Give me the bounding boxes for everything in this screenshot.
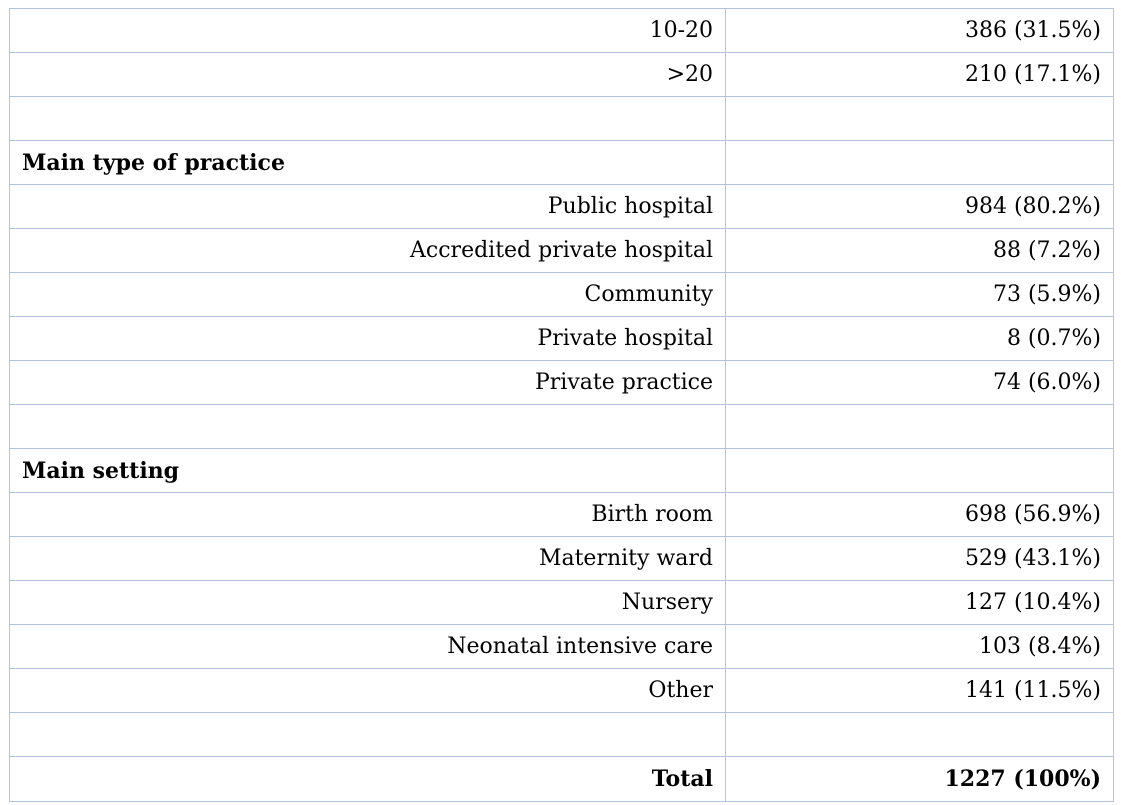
section-header-row bbox=[10, 141, 1114, 185]
table-row bbox=[10, 9, 1114, 53]
row-value bbox=[726, 405, 1114, 449]
row-label: Private practice bbox=[10, 361, 726, 405]
row-value bbox=[726, 141, 1114, 185]
spacer-row bbox=[10, 713, 1114, 757]
spacer-row bbox=[10, 405, 1114, 449]
total-row bbox=[10, 757, 1114, 802]
table-row bbox=[10, 273, 1114, 317]
total-label: Total bbox=[10, 757, 726, 802]
section-header-row bbox=[10, 449, 1114, 493]
row-label bbox=[10, 713, 726, 757]
row-label: Private hospital bbox=[10, 317, 726, 361]
row-value bbox=[726, 713, 1114, 757]
row-value: 103 (8.4%) bbox=[726, 625, 1114, 669]
row-value: 141 (11.5%) bbox=[726, 669, 1114, 713]
row-label: Other bbox=[10, 669, 726, 713]
row-value: 698 (56.9%) bbox=[726, 493, 1114, 537]
table-row bbox=[10, 361, 1114, 405]
row-value: 529 (43.1%) bbox=[726, 537, 1114, 581]
total-value: 1227 (100%) bbox=[726, 757, 1114, 802]
row-label: Neonatal intensive care bbox=[10, 625, 726, 669]
row-label bbox=[10, 97, 726, 141]
row-label: Maternity ward bbox=[10, 537, 726, 581]
table-row bbox=[10, 669, 1114, 713]
row-label: >20 bbox=[10, 53, 726, 97]
data-table bbox=[9, 8, 1114, 802]
table-row bbox=[10, 229, 1114, 273]
table-row bbox=[10, 537, 1114, 581]
row-value: 73 (5.9%) bbox=[726, 273, 1114, 317]
table-row bbox=[10, 493, 1114, 537]
table-row bbox=[10, 625, 1114, 669]
row-value bbox=[726, 97, 1114, 141]
row-value: 210 (17.1%) bbox=[726, 53, 1114, 97]
section-header-setting: Main setting bbox=[10, 449, 726, 493]
table-row bbox=[10, 581, 1114, 625]
row-value: 127 (10.4%) bbox=[726, 581, 1114, 625]
row-label: Birth room bbox=[10, 493, 726, 537]
table-row bbox=[10, 317, 1114, 361]
row-label: Community bbox=[10, 273, 726, 317]
row-value: 8 (0.7%) bbox=[726, 317, 1114, 361]
row-label: 10-20 bbox=[10, 9, 726, 53]
row-value: 74 (6.0%) bbox=[726, 361, 1114, 405]
row-label: Public hospital bbox=[10, 185, 726, 229]
row-label bbox=[10, 405, 726, 449]
row-label: Accredited private hospital bbox=[10, 229, 726, 273]
spacer-row bbox=[10, 97, 1114, 141]
table-row bbox=[10, 53, 1114, 97]
table-row bbox=[10, 185, 1114, 229]
row-value: 386 (31.5%) bbox=[726, 9, 1114, 53]
section-header-practice-type: Main type of practice bbox=[10, 141, 726, 185]
row-value: 984 (80.2%) bbox=[726, 185, 1114, 229]
row-value bbox=[726, 449, 1114, 493]
row-value: 88 (7.2%) bbox=[726, 229, 1114, 273]
row-label: Nursery bbox=[10, 581, 726, 625]
